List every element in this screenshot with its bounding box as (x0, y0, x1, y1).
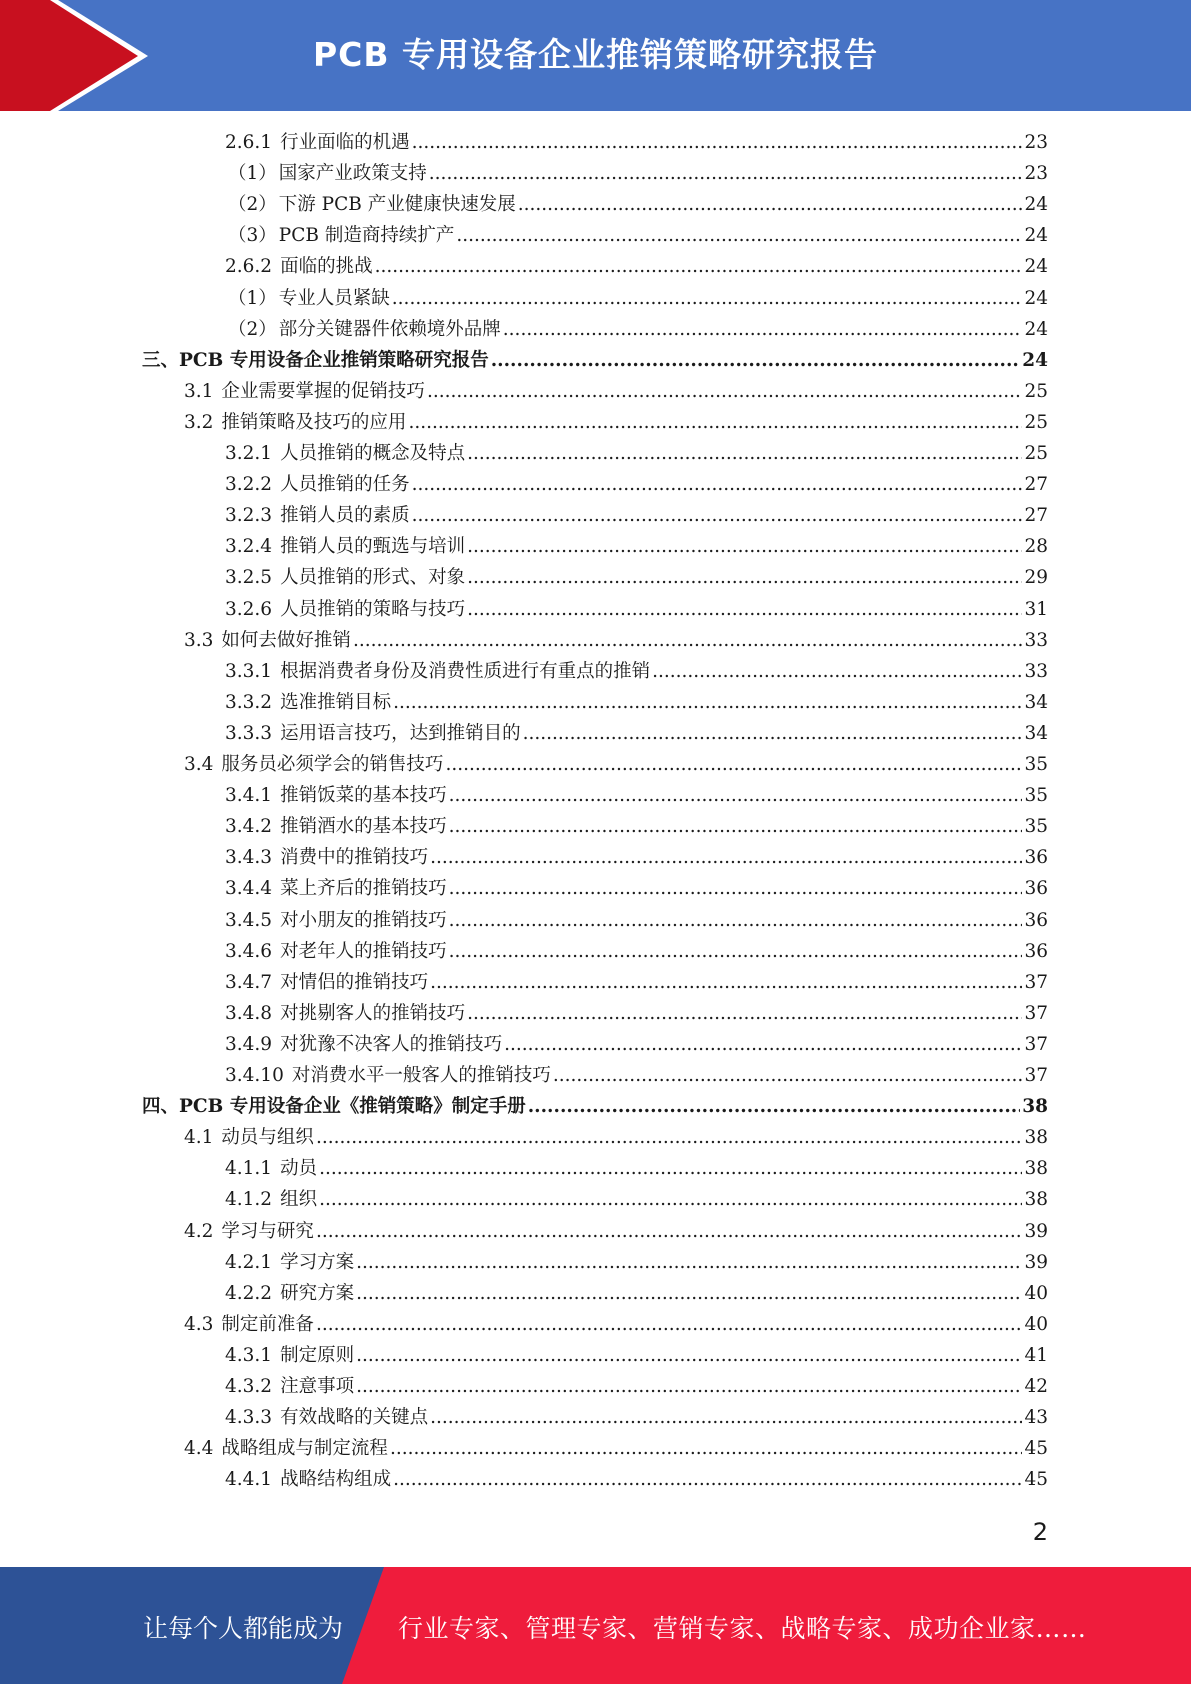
toc-dot-leader (491, 345, 1021, 376)
toc-entry-title: PCB 专用设备企业《推销策略》制定手册 (179, 1096, 526, 1118)
toc-dot-leader (375, 251, 1023, 282)
toc-entry-title: 运用语言技巧，达到推销目的 (280, 722, 521, 744)
toc-entry-number: 3.4 (184, 754, 214, 775)
toc-entry-number: 3.2 (184, 411, 214, 433)
toc-entry-title: 对挑剔客人的推销技巧 (280, 1002, 466, 1024)
toc-entry[interactable] (228, 220, 1048, 251)
toc-entry[interactable] (225, 1371, 1048, 1402)
toc-entry-number: 2.6.2 (225, 256, 273, 278)
toc-entry-number: 4.1.1 (225, 1158, 273, 1180)
toc-entry-page: 35 (1024, 785, 1048, 807)
toc-entry-number: 3.4.3 (225, 847, 273, 869)
toc-entry[interactable] (225, 531, 1048, 562)
toc-entry-number: 4.4 (184, 1438, 214, 1460)
toc-entry-title: 专业人员紧缺 (278, 287, 390, 309)
toc-entry-title: 推销人员的甄选与培训 (280, 536, 466, 558)
toc-entry-page: 24 (1024, 318, 1048, 340)
toc-entry-title: 学习与研究 (221, 1220, 314, 1242)
toc-entry-number: 2.6.1 (225, 132, 273, 153)
toc-entry-page: 36 (1024, 878, 1048, 900)
toc-entry[interactable] (228, 189, 1048, 220)
toc-entry-number: 3.4.8 (225, 1002, 273, 1024)
header-banner (0, 0, 1191, 111)
toc-dot-leader (467, 531, 1022, 562)
toc-dot-leader (390, 1433, 1023, 1464)
toc-entry-number: 3.3 (184, 629, 214, 651)
toc-entry[interactable] (228, 314, 1048, 345)
toc-entry-number: （2） (228, 318, 277, 340)
toc-dot-leader (553, 1060, 1023, 1091)
toc-entry[interactable] (184, 1216, 1048, 1247)
toc-entry-number: 3.4.5 (225, 909, 273, 931)
toc-entry[interactable] (225, 1247, 1048, 1278)
toc-entry-page: 40 (1024, 1282, 1048, 1304)
toc-dot-leader (356, 1247, 1022, 1278)
toc-entry-title: 学习方案 (280, 1251, 355, 1273)
toc-entry-title: 动员与组织 (221, 1127, 314, 1149)
toc-entry-page: 38 (1022, 1096, 1048, 1118)
toc-dot-leader (392, 283, 1023, 314)
toc-entry[interactable] (225, 1184, 1048, 1215)
toc-entry-number: 3.2.1 (225, 443, 273, 464)
toc-entry-page: 37 (1024, 971, 1048, 993)
toc-entry-page: 42 (1024, 1376, 1048, 1397)
toc-entry[interactable] (225, 1060, 1048, 1091)
toc-entry-page: 35 (1024, 754, 1048, 775)
toc-entry-number: 四、 (142, 1096, 180, 1118)
toc-entry-page: 29 (1024, 567, 1048, 589)
toc-dot-leader (523, 718, 1023, 749)
toc-dot-leader (503, 314, 1023, 345)
toc-entry-page: 36 (1024, 909, 1048, 931)
toc-entry-page: 37 (1024, 1033, 1048, 1055)
toc-entry-page: 37 (1024, 1002, 1048, 1024)
toc-entry[interactable] (228, 158, 1048, 189)
toc-dot-leader (429, 158, 1023, 189)
toc-entry-number: 4.3 (184, 1313, 214, 1335)
toc-entry-title: 制定原则 (280, 1344, 355, 1366)
toc-entry-title: 推销策略及技巧的应用 (221, 411, 407, 433)
toc-entry-page: 38 (1024, 1158, 1048, 1180)
toc-entry-title: 有效战略的关键点 (280, 1407, 429, 1429)
toc-entry[interactable] (184, 1309, 1048, 1340)
toc-entry-title: 注意事项 (280, 1376, 355, 1397)
toc-dot-leader (430, 1402, 1022, 1433)
toc-dot-leader (353, 625, 1023, 656)
toc-entry[interactable] (184, 1433, 1048, 1464)
toc-entry[interactable] (184, 625, 1048, 656)
toc-entry[interactable] (225, 687, 1048, 718)
toc-dot-leader (449, 905, 1023, 936)
toc-entry-number: 3.4.6 (225, 940, 273, 962)
toc-entry-title: PCB 制造商持续扩产 (278, 225, 455, 247)
toc-entry-page: 40 (1024, 1313, 1048, 1335)
toc-entry-title: 消费中的推销技巧 (280, 847, 429, 869)
toc-entry-page: 24 (1024, 225, 1048, 247)
footer-banner (0, 1567, 1191, 1684)
toc-dot-leader (408, 407, 1022, 438)
toc-entry[interactable] (225, 718, 1048, 749)
toc-entry-number: 4.2.2 (225, 1282, 273, 1304)
toc-entry-page: 27 (1024, 474, 1048, 496)
toc-entry-page: 24 (1022, 349, 1048, 371)
toc-entry-page: 35 (1024, 816, 1048, 838)
page-number: 2 (1032, 1518, 1048, 1546)
toc-entry-number: 4.3.3 (225, 1407, 273, 1429)
toc-entry-title: 根据消费者身份及消费性质进行有重点的推销 (280, 660, 651, 682)
toc-dot-leader (467, 998, 1022, 1029)
toc-dot-leader (412, 500, 1023, 531)
toc-entry-number: 3.2.2 (225, 474, 273, 496)
toc-entry-number: （2） (228, 194, 277, 216)
toc-entry[interactable] (225, 842, 1048, 873)
toc-dot-leader (449, 873, 1023, 904)
toc-entry-page: 38 (1024, 1127, 1048, 1149)
toc-entry-title: 人员推销的概念及特点 (280, 443, 466, 464)
toc-dot-leader (412, 469, 1023, 500)
toc-entry[interactable] (225, 780, 1048, 811)
toc-entry-title: 国家产业政策支持 (278, 163, 427, 185)
toc-entry-number: 3.4.2 (225, 816, 273, 838)
toc-entry-number: 4.2.1 (225, 1251, 273, 1273)
toc-entry-title: 如何去做好推销 (221, 629, 351, 651)
toc-dot-leader (356, 1371, 1022, 1402)
toc-entry[interactable] (225, 251, 1048, 282)
toc-entry-number: 3.4.9 (225, 1033, 273, 1055)
toc-entry-title: 战略结构组成 (280, 1469, 392, 1491)
toc-dot-leader (412, 127, 1023, 158)
toc-dot-leader (504, 1029, 1022, 1060)
toc-entry-title: 服务员必须学会的销售技巧 (221, 754, 444, 775)
toc-entry-number: 3.2.4 (225, 536, 273, 558)
toc-entry-page: 39 (1024, 1220, 1048, 1242)
toc-entry-number: 3.4.7 (225, 971, 273, 993)
toc-dot-leader (356, 1340, 1022, 1371)
toc-entry-page: 25 (1024, 443, 1048, 464)
toc-entry-number: 4.1.2 (225, 1189, 273, 1211)
toc-entry[interactable] (184, 749, 1048, 780)
toc-entry-page: 45 (1024, 1469, 1048, 1491)
toc-dot-leader (467, 594, 1022, 625)
toc-entry[interactable] (225, 1278, 1048, 1309)
toc-entry[interactable] (225, 438, 1048, 469)
toc-entry-page: 27 (1024, 505, 1048, 527)
toc-entry[interactable] (142, 345, 1048, 376)
footer-slogan-roles: 行业专家、管理专家、营销专家、战略专家、成功企业家…… (398, 1614, 1087, 1643)
toc-entry-page: 41 (1024, 1344, 1048, 1366)
toc-dot-leader (445, 749, 1022, 780)
toc-entry[interactable] (225, 500, 1048, 531)
toc-entry-page: 31 (1024, 598, 1048, 620)
toc-entry-number: 3.2.6 (225, 598, 273, 620)
toc-entry-number: 3.4.10 (225, 1065, 284, 1086)
toc-entry-page: 43 (1024, 1407, 1048, 1429)
toc-entry-title: 推销酒水的基本技巧 (280, 816, 447, 838)
toc-entry-page: 37 (1024, 1065, 1048, 1086)
toc-entry[interactable] (225, 656, 1048, 687)
toc-entry-title: 选准推销目标 (280, 691, 392, 713)
toc-dot-leader (430, 967, 1022, 998)
toc-entry[interactable] (225, 811, 1048, 842)
toc-entry-page: 23 (1024, 163, 1048, 185)
toc-entry-number: 4.3.1 (225, 1344, 273, 1366)
toc-entry-number: 3.3.2 (225, 691, 273, 713)
toc-entry-page: 24 (1024, 256, 1048, 278)
toc-entry-page: 23 (1024, 132, 1048, 153)
document-title: PCB 专用设备企业推销策略研究报告 (312, 35, 879, 74)
toc-entry[interactable] (225, 1153, 1048, 1184)
toc-entry-page: 45 (1024, 1438, 1048, 1460)
toc-entry-number: 3.4.4 (225, 878, 273, 900)
toc-entry-title: 制定前准备 (221, 1313, 314, 1335)
toc-entry-page: 25 (1024, 380, 1048, 402)
toc-dot-leader (427, 376, 1023, 407)
toc-entry-page: 24 (1024, 194, 1048, 216)
toc-entry-page: 34 (1024, 722, 1048, 744)
toc-entry-number: 3.3.1 (225, 660, 273, 682)
toc-entry-title: 对老年人的推销技巧 (280, 940, 447, 962)
toc-entry-title: 对犹豫不决客人的推销技巧 (280, 1033, 503, 1055)
toc-entry[interactable] (225, 967, 1048, 998)
toc-entry-title: 人员推销的策略与技巧 (280, 598, 466, 620)
toc-dot-leader (518, 189, 1023, 220)
toc-dot-leader (456, 220, 1022, 251)
toc-dot-leader (430, 842, 1022, 873)
toc-entry-number: 4.2 (184, 1220, 214, 1242)
toc-entry-title: 部分关键器件依赖境外品牌 (278, 318, 501, 340)
toc-dot-leader (652, 656, 1022, 687)
toc-entry[interactable] (184, 376, 1048, 407)
toc-entry-page: 39 (1024, 1251, 1048, 1273)
toc-entry-title: 对情侣的推销技巧 (280, 971, 429, 993)
toc-entry-title: 动员 (280, 1158, 318, 1180)
toc-dot-leader (449, 811, 1023, 842)
toc-entry[interactable] (142, 1091, 1048, 1122)
toc-dot-leader (319, 1184, 1022, 1215)
toc-entry[interactable] (225, 469, 1048, 500)
toc-entry-number: 3.1 (184, 380, 214, 402)
toc-entry-title: 面临的挑战 (280, 256, 373, 278)
toc-dot-leader (467, 562, 1022, 593)
toc-entry-number: 3.2.5 (225, 567, 273, 589)
toc-entry-page: 36 (1024, 847, 1048, 869)
toc-entry-page: 33 (1024, 629, 1048, 651)
toc-entry-page: 33 (1024, 660, 1048, 682)
toc-dot-leader (528, 1091, 1021, 1122)
toc-entry[interactable] (225, 562, 1048, 593)
toc-dot-leader (316, 1122, 1023, 1153)
toc-entry[interactable] (225, 1340, 1048, 1371)
toc-entry-title: 下游 PCB 产业健康快速发展 (278, 194, 516, 216)
toc-entry-title: 人员推销的形式、对象 (280, 567, 466, 589)
toc-entry[interactable] (225, 905, 1048, 936)
toc-entry[interactable] (228, 283, 1048, 314)
toc-entry-title: 企业需要掌握的促销技巧 (221, 380, 425, 402)
toc-entry-title: 菜上齐后的推销技巧 (280, 878, 447, 900)
toc-entry-number: （1） (228, 287, 277, 309)
toc-dot-leader (449, 780, 1023, 811)
toc-dot-leader (393, 1464, 1022, 1495)
toc-entry-title: 人员推销的任务 (280, 474, 410, 496)
toc-dot-leader (356, 1278, 1022, 1309)
toc-entry-number: 3.4.1 (225, 785, 273, 807)
toc-entry[interactable] (225, 1464, 1048, 1495)
toc-entry[interactable] (184, 407, 1048, 438)
toc-entry-title: 战略组成与制定流程 (221, 1438, 388, 1460)
toc-entry-page: 38 (1024, 1189, 1048, 1211)
toc-entry-number: 4.3.2 (225, 1376, 273, 1397)
toc-entry-title: PCB 专用设备企业推销策略研究报告 (179, 349, 489, 371)
toc-entry-title: 研究方案 (280, 1282, 355, 1304)
toc-entry[interactable] (225, 594, 1048, 625)
toc-entry[interactable] (225, 873, 1048, 904)
toc-dot-leader (316, 1309, 1023, 1340)
toc-entry-number: （3） (228, 225, 277, 247)
toc-entry-title: 组织 (280, 1189, 318, 1211)
toc-entry[interactable] (184, 1122, 1048, 1153)
toc-entry-page: 36 (1024, 940, 1048, 962)
toc-entry-title: 推销饭菜的基本技巧 (280, 785, 447, 807)
footer-slogan-lead: 让每个人都能成为 (143, 1614, 344, 1643)
toc-entry-title: 行业面临的机遇 (280, 132, 410, 153)
toc-dot-leader (393, 687, 1022, 718)
toc-entry-title: 对小朋友的推销技巧 (280, 909, 447, 931)
toc-entry-title: 推销人员的素质 (280, 505, 410, 527)
toc-dot-leader (316, 1216, 1023, 1247)
toc-dot-leader (467, 438, 1022, 469)
toc-entry-page: 24 (1024, 287, 1048, 309)
toc-entry[interactable] (225, 127, 1048, 158)
toc-entry[interactable] (225, 936, 1048, 967)
toc-entry-number: 4.1 (184, 1127, 214, 1149)
toc-entry-page: 28 (1024, 536, 1048, 558)
toc-entry-number: 三、 (142, 349, 180, 371)
toc-entry-number: 3.2.3 (225, 505, 273, 527)
toc-entry[interactable] (225, 1029, 1048, 1060)
toc-entry[interactable] (225, 1402, 1048, 1433)
toc-dot-leader (449, 936, 1023, 967)
toc-dot-leader (319, 1153, 1022, 1184)
toc-entry-title: 对消费水平一般客人的推销技巧 (291, 1065, 551, 1086)
toc-entry-page: 34 (1024, 691, 1048, 713)
toc-entry-number: 4.4.1 (225, 1469, 273, 1491)
toc-entry-number: （1） (228, 163, 277, 185)
toc-entry-page: 25 (1024, 411, 1048, 433)
toc-entry-number: 3.3.3 (225, 722, 273, 744)
toc-entry[interactable] (225, 998, 1048, 1029)
